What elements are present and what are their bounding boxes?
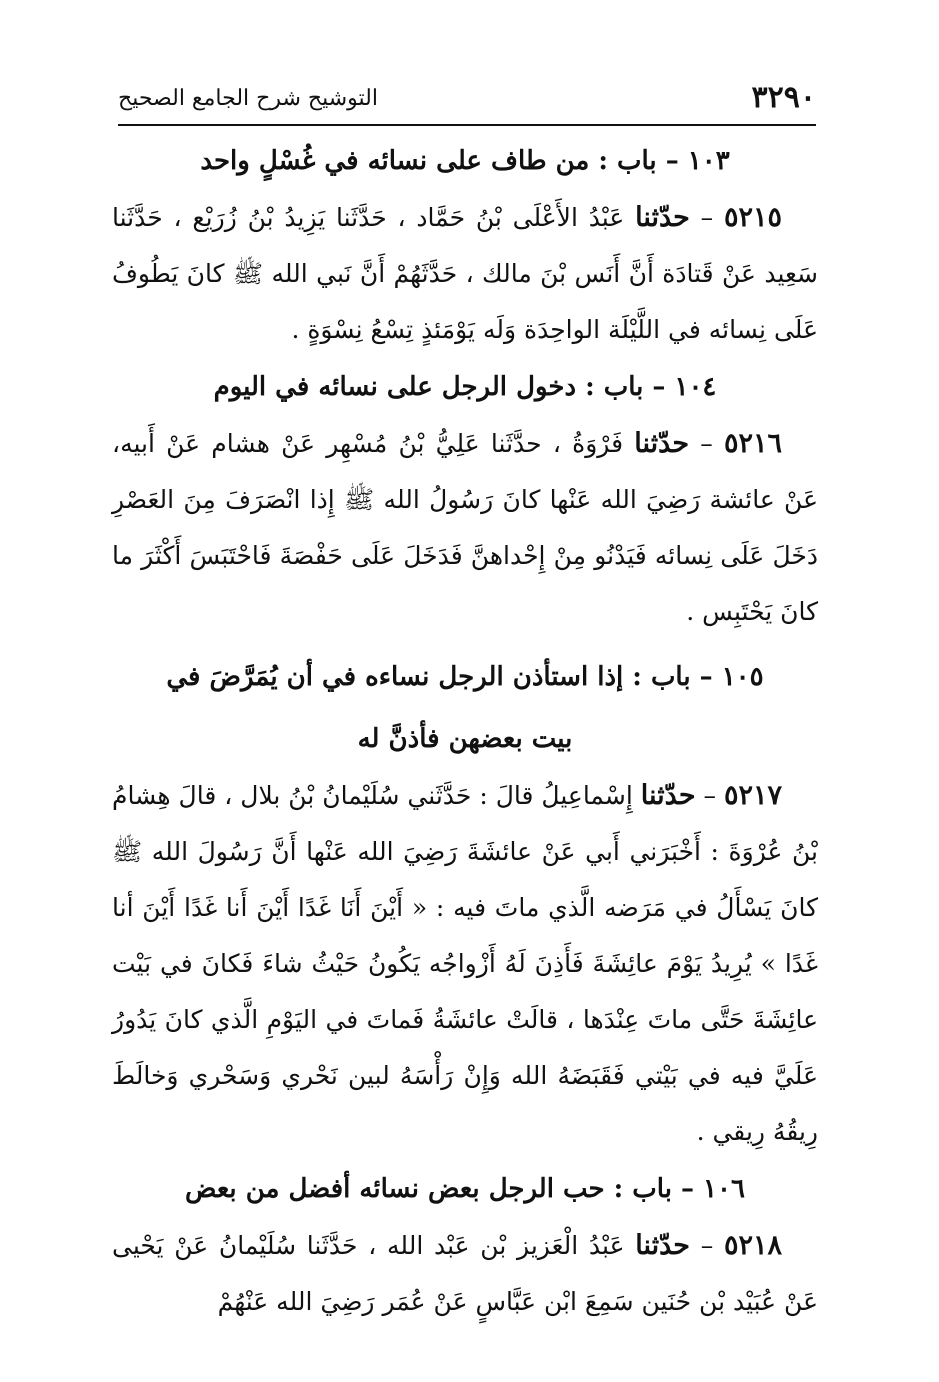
hadith-number: ٥٢١٨ [723, 1230, 782, 1261]
hadith-paragraph [112, 768, 818, 1160]
hadith-lead: حدّثنا [640, 780, 696, 811]
dash: – [689, 429, 713, 458]
dash: – [690, 1231, 714, 1260]
hadith-lead: حدّثنا [634, 428, 690, 459]
hadith-lead: حدّثنا [635, 202, 690, 233]
hadith-paragraph [112, 190, 818, 358]
hadith-text: عَبْدُ الْعَزيز بْن عَبْد الله ، حَدَّثَنا سُلَيْمانُ عَنْ يَحْيى عَنْ عُبَيْد بْن حُنَين سَمِعَ ابْن عَبَّاسٍ عَنْ عُمَر رَضِيَ الله عَنْهُمْ [112, 1231, 818, 1316]
hadith-number: ٥٢١٦ [723, 428, 782, 459]
dash: – [695, 781, 717, 810]
hadith-paragraph [112, 1218, 818, 1330]
dash: – [689, 203, 714, 232]
hadith-number: ٥٢١٥ [723, 202, 782, 233]
hadith-number: ٥٢١٧ [724, 780, 783, 811]
running-title: التوشيح شرح الجامع الصحيح [118, 86, 378, 111]
chapter-heading: ١٠٤ – باب : دخول الرجل على نسائه في اليوم [213, 372, 717, 402]
page-body [112, 132, 818, 1330]
chapter-heading: ١٠٣ – باب : من طاف على نسائه في غُسْلٍ واحد [200, 146, 730, 176]
hadith-text: فَرْوَةُ ، حدَّثَنا عَلِيُّ بْنُ مُسْهِر عَنْ هشام عَنْ أَبيه، عَنْ عائشة رَضِيَ الله عَنْها كانَ رَسُولُ الله ﷺ إِذا انْصَرَفَ مِنَ العَصْرِ دَخَلَ عَلَى نِسائه فَيَدْنُو مِنْ إِحْداهنَّ فَدَخَلَ عَلَى حَفْصَةَ فَاحْتَبَسَ أَكْثَرَ ما كانَ يَحْتَبِس . [112, 429, 818, 626]
chapter-heading: ١٠٦ – باب : حب الرجل بعض نسائه أفضل من بعض [185, 1174, 745, 1204]
hadith-text: عَبْدُ الأَعْلَى بْنُ حَمَّاد ، حَدَّثَنا يَزِيدُ بْنُ زُرَيْع ، حَدَّثَنا سَعِيد عَنْ قَتادَة أَنَّ أَنَس بْنَ مالك ، حَدَّثَهُمْ أَنَّ نَبي الله ﷺ كانَ يَطُوفُ عَلَى نِسائه في اللَّيْلَة الواحِدَة وَلَه يَوْمَئذٍ تِسْعُ نِسْوَةٍ . [112, 203, 818, 344]
page-number: ٣٢٩٠ [751, 80, 816, 115]
hadith-text: إِسْماعِيلُ قالَ : حَدَّثَني سُلَيْمانُ بْنُ بلال ، قالَ هِشامُ بْنُ عُرْوَةَ : أَخْبَرَني أَبي عَنْ عائشَةَ رَضِيَ الله عَنْها أَنَّ رَسُولَ الله ﷺ كانَ يَسْأَلُ في مَرَضه الَّذي ماتَ فيه : « أَيْنَ أَنَا غَدًا أَيْنَ أَنا غَدًا أَيْنَ أنا غَدًا » يُرِيدُ يَوْمَ عائِشَةَ فَأَذِنَ لَهُ أَزْواجُه يَكُونُ حَيْثُ شاءَ فَكانَ في بَيْت عائِشَةَ حَتَّى ماتَ عِنْدَها ، قالَتْ عائشَةُ فَماتَ في اليَوْمِ الَّذي كانَ يَدُورُ عَلَيَّ فيه في بَيْتي فَقَبَضَهُ الله وَإِنْ رَأْسَهُ لبين نَحْري وَسَحْري وَخالَطَ رِيقُهُ رِيقي . [112, 781, 818, 1146]
hadith-paragraph [112, 416, 818, 640]
chapter-heading-line2: بيت بعضهن فأذنَّ له [357, 724, 573, 754]
page-header [118, 78, 816, 126]
chapter-heading-line1: ١٠٥ – باب : إذا استأذن الرجل نساءه في أن يُمَرَّضَ في [166, 662, 764, 692]
chapter-heading [112, 648, 818, 768]
hadith-lead: حدّثنا [635, 1230, 691, 1261]
